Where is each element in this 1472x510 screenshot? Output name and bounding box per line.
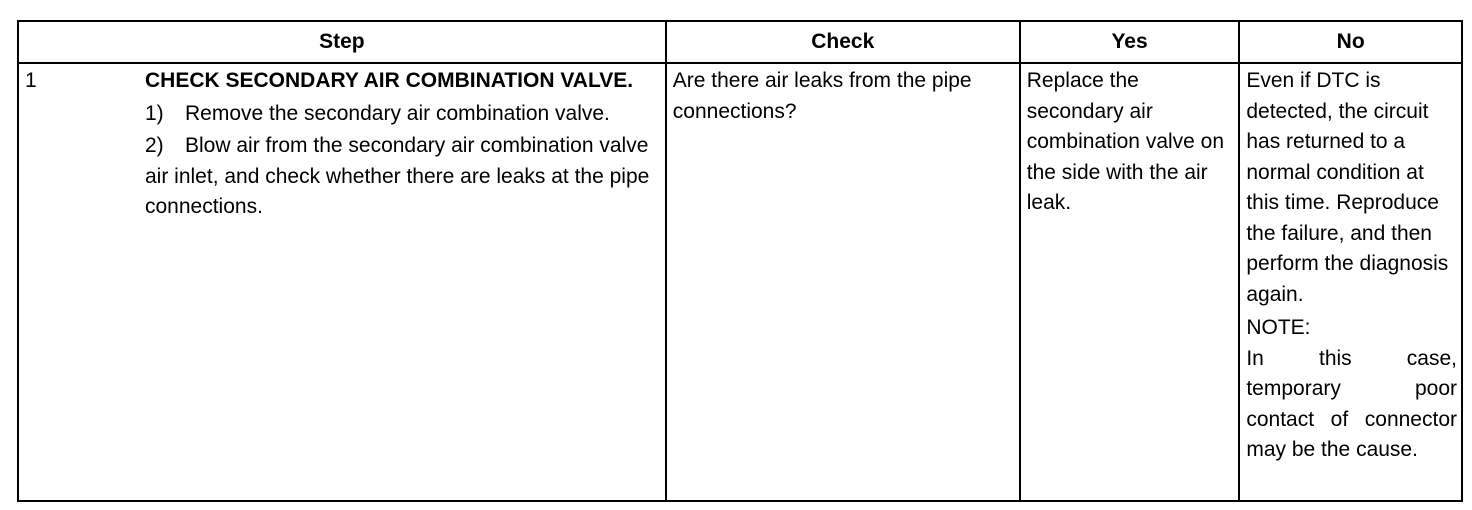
note-label: NOTE: — [1246, 316, 1311, 339]
substep-1-number: 1) — [145, 101, 164, 125]
header-step: Step — [18, 21, 666, 63]
yes-cell — [1020, 63, 1240, 501]
header-no: No — [1239, 21, 1462, 63]
table-header-row — [18, 21, 1462, 63]
substep-2-number: 2) — [145, 134, 164, 157]
step-title: CHECK SECONDARY AIR COMBINATION VALVE. — [145, 69, 634, 92]
yes-text: Replace the secondary air combination valve on the side with the air leak. — [1026, 69, 1225, 214]
note-text: In this case, temporary poor contact of connector may be the cause. — [1246, 346, 1457, 461]
step-substep-1 — [145, 99, 661, 130]
step-number: 1 — [25, 69, 37, 92]
header-yes: Yes — [1020, 21, 1240, 63]
substep-2-text: Blow air from the secondary air combination valve air inlet, and check whether there are leaks at the pipe connections. — [145, 134, 650, 218]
no-text: Even if DTC is detected, the circuit has returned to a normal condition at this time. Reproduce the failure, and then perform the diagnosis again. — [1246, 69, 1449, 306]
no-content — [1240, 64, 1461, 466]
step-substep-2 — [145, 131, 661, 223]
step-cell — [18, 63, 666, 501]
step-body — [145, 64, 665, 223]
diagnostic-table — [17, 20, 1463, 502]
check-cell — [666, 63, 1020, 501]
check-text: Are there air leaks from the pipe connections? — [672, 69, 972, 123]
no-cell — [1239, 63, 1462, 501]
substep-1-text: Remove the secondary air combination valve. — [185, 101, 610, 125]
header-check: Check — [666, 21, 1020, 63]
table-row — [18, 63, 1462, 501]
